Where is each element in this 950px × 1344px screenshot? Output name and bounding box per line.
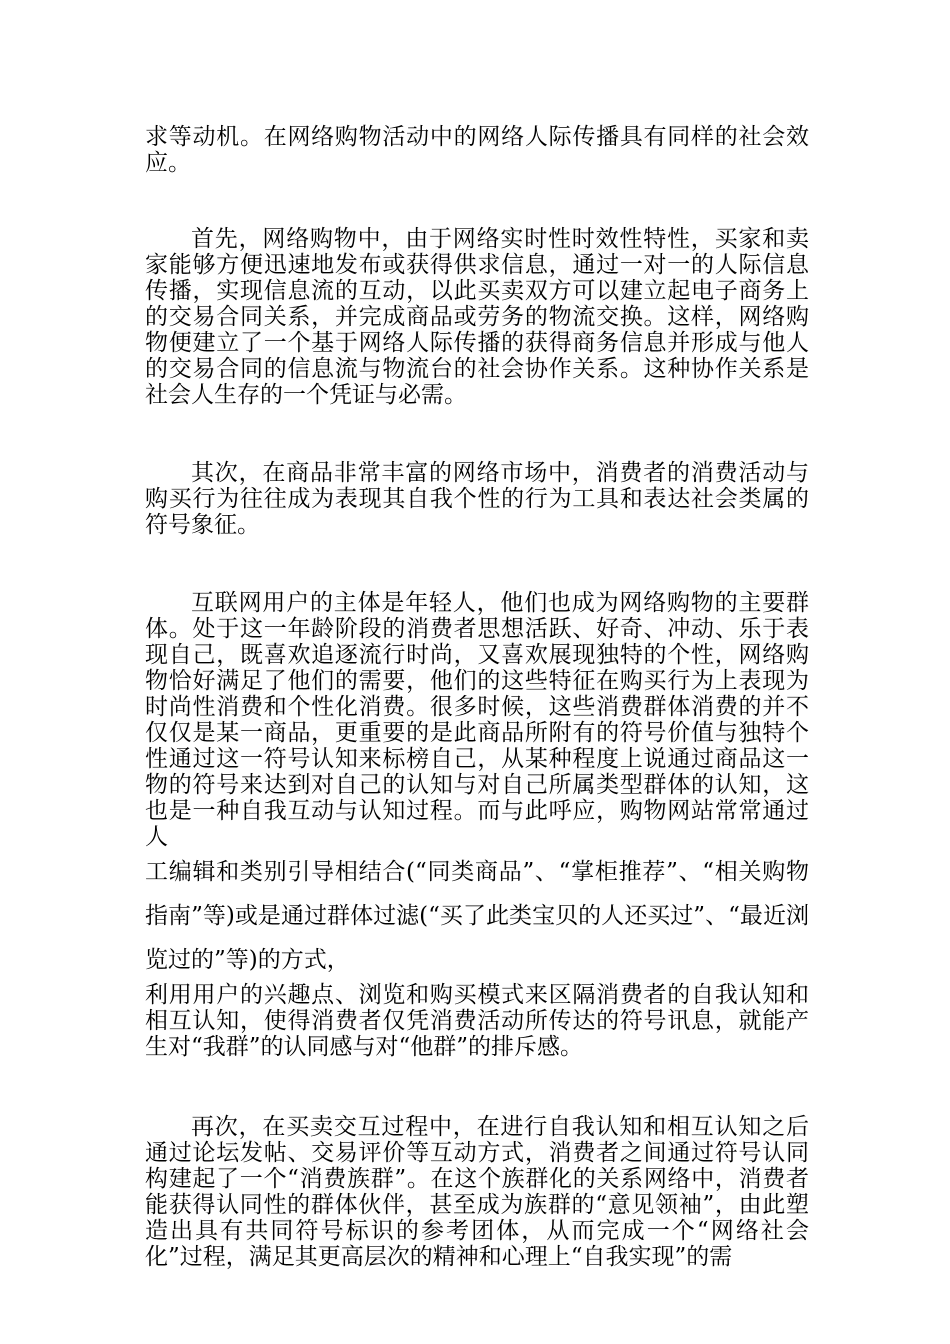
paragraph-young-users <box>145 590 809 1060</box>
paragraph-young-users-quoted: 工编辑和类别引导相结合(“同类商品”、“掌柜推荐”、“相关购物指南”等)或是通过群体过滤(“买了此类宝贝的人还买过”、“最近浏览过的”等)的方式， <box>145 859 809 973</box>
paragraph-first: 首先，网络购物中，由于网络实时性时效性特性，买家和卖家能够方便迅速地发布或获得供求信息，通过一对一的人际信息传播，实现信息流的互动，以此买卖双方可以建立起电子商务上的交易合同关系，并完成商品或劳务的物流交换。这样，网络购物便建立了一个基于网络人际传播的获得商务信息并形成与他人的交易合同的信息流与物流台的社会协作关系。这种协作关系是社会人生存的一个凭证与必需。 <box>145 226 809 408</box>
paragraph-young-users-tail: 利用用户的兴趣点、浏览和购买模式来区隔消费者的自我认知和相互认知，使得消费者仅凭消费活动所传达的符号讯息，就能产生对“我群”的认同感与对“他群”的排斥感。 <box>145 982 809 1060</box>
paragraph-second: 其次，在商品非常丰富的网络市场中，消费者的消费活动与购买行为往往成为表现其自我个性的行为工具和表达社会类属的符号象征。 <box>145 460 809 538</box>
paragraph-third: 再次，在买卖交互过程中，在进行自我认知和相互认知之后通过论坛发帖、交易评价等互动方式，消费者之间通过符号认同构建起了一个“消费族群”。在这个族群化的关系网络中，消费者能获得认同性的群体伙伴，甚至成为族群的“意见领袖”，由此塑造出具有共同符号标识的参考团体，从而完成一个“网络社会化”过程，满足其更高层次的精神和心理上“自我实现”的需 <box>145 1114 809 1270</box>
paragraph-young-users-main: 互联网用户的主体是年轻人，他们也成为网络购物的主要群体。处于这一年龄阶段的消费者思想活跃、好奇、冲动、乐于表现自己，既喜欢追逐流行时尚，又喜欢展现独特的个性，网络购物恰好满足了他们的需要，他们的这些特征在购买行为上表现为时尚性消费和个性化消费。很多时候，这些消费群体消费的并不仅仅是某一商品，更重要的是此商品所附有的符号价值与独特个性通过这一符号认知来标榜自己，从某种程度上说通过商品这一物的符号来达到对自己的认知与对自己所属类型群体的认知，这也是一种自我互动与认知过程。而与此呼应，购物网站常常通过人 <box>145 590 809 850</box>
paragraph-continuation: 求等动机。在网络购物活动中的网络人际传播具有同样的社会效应。 <box>145 124 809 176</box>
document-page <box>145 124 809 1270</box>
